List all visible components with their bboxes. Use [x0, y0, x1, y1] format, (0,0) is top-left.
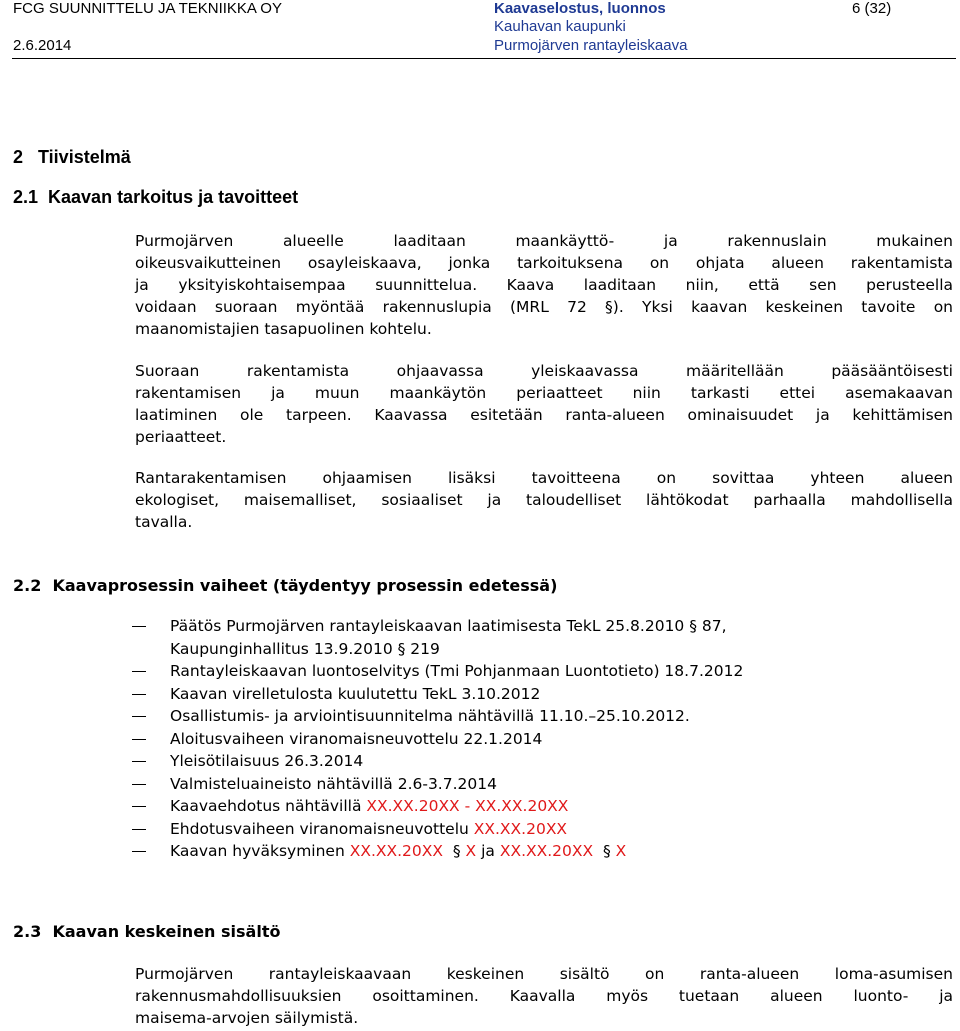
section-2-3-paragraph-1	[135, 963, 953, 1029]
section-2-heading: 2 Tiivistelmä	[13, 147, 131, 167]
plan-name: Purmojärven rantayleiskaava	[494, 37, 688, 54]
paragraph-line: oikeusvaikutteinen osayleiskaava, jonka tarkoituksena on ohjata alueen rakentamista	[135, 254, 953, 272]
paragraph-line: laatiminen ole tarpeen. Kaavassa esitetään ranta-alueen ominaisuudet ja kehittämisen	[135, 406, 953, 424]
paragraph-line: tavalla.	[135, 513, 193, 531]
paragraph-line: Rantarakentamisen ohjaamisen lisäksi tavoitteena on sovittaa yhteen alueen	[135, 469, 953, 487]
dash-bullet	[132, 806, 146, 807]
dash-bullet	[132, 716, 146, 717]
section-2-1-heading: 2.1 Kaavan tarkoitus ja tavoitteet	[13, 187, 299, 207]
section-2-1-paragraph-3	[135, 467, 953, 533]
page-number: 6 (32)	[852, 0, 892, 17]
paragraph-line: Purmojärven rantayleiskaavaan keskeinen sisältö on ranta-alueen loma-asumisen	[135, 965, 953, 983]
dash-bullet	[132, 626, 146, 627]
paragraph-line: periaatteet.	[135, 428, 227, 446]
document-date: 2.6.2014	[13, 37, 72, 54]
list-item: Kaavan hyväksyminen XX.XX.20XX § X ja XX.XX.20XX § X	[132, 840, 952, 863]
section-2-1-paragraph-2	[135, 360, 953, 448]
process-steps-list	[132, 615, 952, 863]
paragraph-line: ja yksityiskohtaisempaa suunnittelua. Kaava laaditaan niin, että sen perusteella	[135, 276, 953, 294]
paragraph-line: rakennusmahdollisuuksien osoittaminen. Kaavalla myös tuetaan alueen luonto- ja	[135, 987, 953, 1005]
paragraph-line: Purmojärven alueelle laaditaan maankäyttö- ja rakennuslain mukainen	[135, 232, 953, 250]
list-item: Päätös Purmojärven rantayleiskaavan laatimisesta TekL 25.8.2010 § 87,	[132, 615, 952, 638]
list-item: Kaavaehdotus nähtävillä XX.XX.20XX - XX.XX.20XX	[132, 795, 952, 818]
dash-bullet	[132, 784, 146, 785]
section-2-1-paragraph-1	[135, 230, 953, 340]
paragraph-line: rakentamisen ja muun maankäytön periaatteet niin tarkasti ettei asemakaavan	[135, 384, 953, 402]
list-item: Kaupunginhallitus 13.9.2010 § 219	[170, 639, 440, 658]
list-item: Yleisötilaisuus 26.3.2014	[132, 750, 952, 773]
list-item: Rantayleiskaavan luontoselvitys (Tmi Pohjanmaan Luontotieto) 18.7.2012	[132, 660, 952, 683]
section-2-3-heading: 2.3 Kaavan keskeinen sisältö	[13, 922, 281, 941]
document-title: Kaavaselostus, luonnos	[494, 0, 666, 17]
paragraph-line: maisema-arvojen säilymistä.	[135, 1009, 359, 1027]
list-item: Kaavan virelletulosta kuulutettu TekL 3.10.2012	[132, 683, 952, 706]
dash-bullet	[132, 761, 146, 762]
section-2-2-heading: 2.2 Kaavaprosessin vaiheet (täydentyy prosessin edetessä)	[13, 576, 558, 595]
paragraph-line: voidaan suoraan myöntää rakennuslupia (MRL 72 §). Yksi kaavan keskeinen tavoite on	[135, 298, 953, 316]
dash-bullet	[132, 694, 146, 695]
list-item: Osallistumis- ja arviointisuunnitelma nähtävillä 11.10.–25.10.2012.	[132, 705, 952, 728]
list-item: Ehdotusvaiheen viranomaisneuvottelu XX.XX.20XX	[132, 818, 952, 841]
dash-bullet	[132, 671, 146, 672]
dash-bullet	[132, 829, 146, 830]
paragraph-line: ekologiset, maisemalliset, sosiaaliset ja taloudelliset lähtökodat parhaalla mahdollisella	[135, 491, 953, 509]
company-name: FCG SUUNNITTELU JA TEKNIIKKA OY	[13, 0, 282, 17]
dash-bullet	[132, 851, 146, 852]
header-divider	[12, 58, 956, 59]
dash-bullet	[132, 739, 146, 740]
list-item: Valmisteluaineisto nähtävillä 2.6-3.7.2014	[132, 773, 952, 796]
municipality: Kauhavan kaupunki	[494, 18, 626, 35]
paragraph-line: Suoraan rakentamista ohjaavassa yleiskaavassa määritellään pääsääntöisesti	[135, 362, 953, 380]
list-item: Aloitusvaiheen viranomaisneuvottelu 22.1.2014	[132, 728, 952, 751]
paragraph-line: maanomistajien tasapuolinen kohtelu.	[135, 320, 432, 338]
